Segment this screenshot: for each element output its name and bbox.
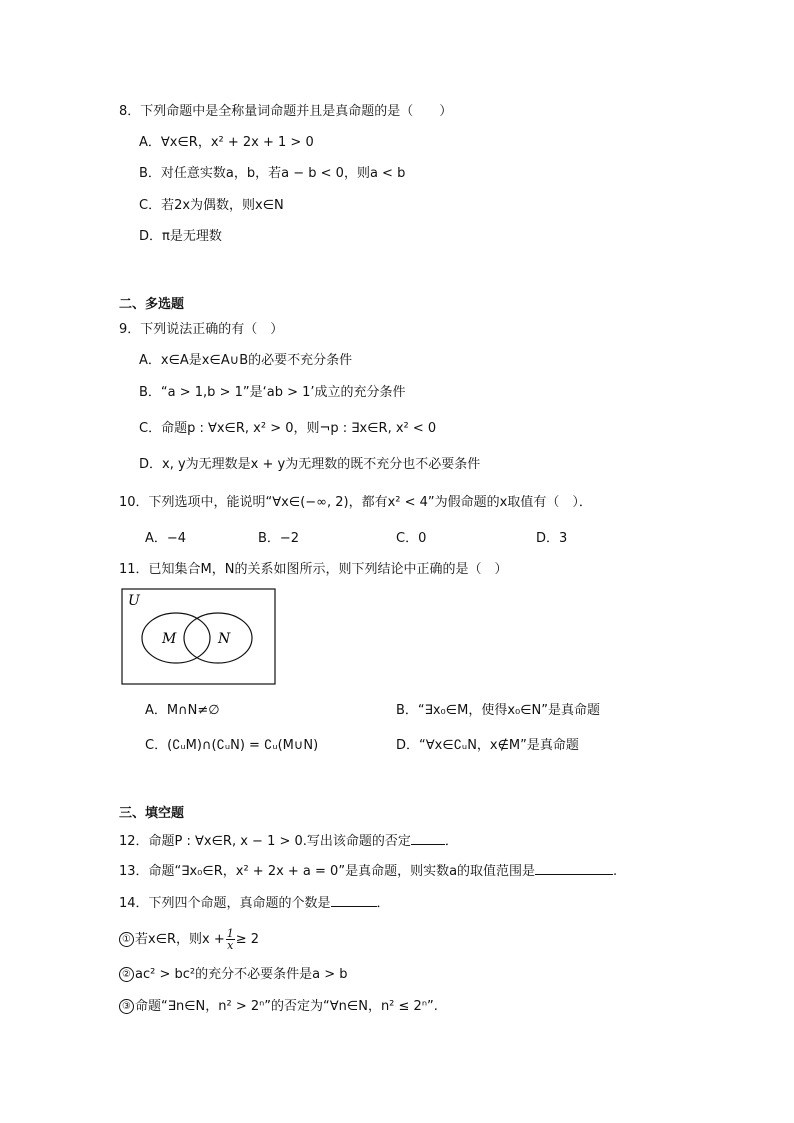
q8-option-b: B．对任意实数a，b，若a − b < 0，则a < b (139, 166, 406, 181)
q14-end: ． (376, 896, 390, 911)
q8-stem: 8．下列命题中是全称量词命题并且是真命题的是（ ） (119, 104, 453, 119)
q14-item-1-marker: ① (119, 932, 134, 947)
section-heading-multiple-choice: 二、多选题 (119, 297, 185, 312)
q11-stem: 11．已知集合M，N的关系如图所示，则下列结论中正确的是（ ） (119, 562, 508, 577)
q14-item-1-fraction (226, 928, 235, 951)
q14-item-1-denominator: x (227, 939, 234, 952)
venn-universe-label: U (128, 593, 140, 609)
q13-line (119, 862, 617, 881)
q14-item-2-marker: ② (119, 967, 134, 982)
q8-option-a: A．∀x∈R，x² + 2x + 1 > 0 (139, 135, 314, 150)
q12-answer-blank[interactable] (411, 832, 445, 845)
q9-stem: 9．下列说法正确的有（ ） (119, 322, 284, 337)
q10-option-b: B．−2 (258, 531, 300, 546)
q14-stem: 14．下列四个命题，真命题的个数是 (119, 896, 331, 911)
q8-option-c: C．若2x为偶数，则x∈N (139, 198, 284, 213)
q10-option-c: C．0 (396, 531, 427, 546)
q14-item-2 (119, 966, 347, 984)
q14-item-3-marker: ③ (119, 999, 134, 1014)
q13-answer-blank[interactable] (535, 862, 613, 875)
q9-option-c: C．命题p : ∀x∈R, x² > 0，则¬p : ∃x∈R, x² < 0 (139, 421, 437, 436)
q14-item-1-prefix: 若x∈R，则x + (135, 932, 225, 947)
q13-text: 13．命题“∃x₀∈R，x² + 2x + a = 0”是真命题，则实数a的取值范围是 (119, 864, 536, 879)
q9-option-a: A．x∈A是x∈A∪B的必要不充分条件 (139, 353, 353, 368)
q11-option-d: D．“∀x∈∁ᵤN，x∉M”是真命题 (396, 738, 579, 753)
venn-diagram (121, 588, 277, 686)
q11-option-c: C．(∁ᵤM)∩(∁ᵤN) = ∁ᵤ(M∪N) (145, 738, 319, 753)
q11-option-b: B．“∃x₀∈M，使得x₀∈N”是真命题 (396, 703, 601, 718)
q9-option-b: B．“a > 1,b > 1”是‘ab > 1’成立的充分条件 (139, 385, 406, 400)
q13-end: . (613, 864, 618, 879)
q14-item-2-text: ac² > bc²的充分不必要条件是a > b (135, 967, 348, 982)
q10-stem: 10．下列选项中，能说明“∀x∈(−∞, 2)，都有x² < 4”为假命题的x取值有（ ）． (119, 495, 592, 510)
section-heading-fill-in: 三、填空题 (119, 806, 185, 821)
q14-line (119, 894, 390, 913)
q14-item-1 (119, 928, 259, 952)
q10-option-d: D．3 (536, 531, 568, 546)
venn-set-n-label: N (218, 631, 231, 647)
q14-item-1-suffix: ≥ 2 (235, 932, 260, 947)
q12-end: ． (444, 834, 458, 849)
q9-option-d: D．x, y为无理数是x + y为无理数的既不充分也不必要条件 (139, 457, 481, 472)
q14-item-3-text: 命题“∃n∈N，n² > 2ⁿ”的否定为“∀n∈N，n² ≤ 2ⁿ”. (135, 999, 438, 1014)
q14-item-3 (119, 998, 438, 1016)
venn-set-m-label: M (162, 631, 177, 647)
q11-option-a: A．M∩N≠∅ (145, 703, 220, 718)
q10-option-a: A．−4 (145, 531, 187, 546)
q12-text: 12．命题P : ∀x∈R, x − 1 > 0.写出该命题的否定 (119, 834, 411, 849)
q14-item-1-numerator: 1 (226, 927, 234, 940)
q8-option-d: D．π是无理数 (139, 229, 222, 244)
q14-answer-blank[interactable] (331, 894, 377, 907)
q12-line (119, 832, 458, 851)
